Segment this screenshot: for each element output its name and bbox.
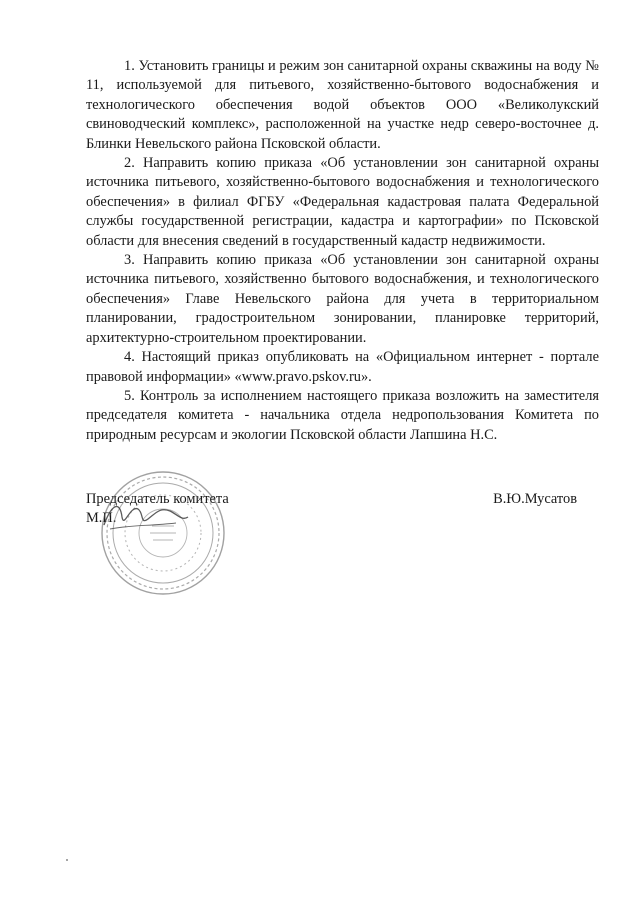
paragraph-3: 3. Направить копию приказа «Об установлении зон санитарной охраны источника питьевого, хозяйственно бытового водоснабжения, и технологического обеспечения» Главе Невельского района для учета в территориальном планировании, градостроительном зонировании, планировке территорий, архитектурно-строительном проектировании. bbox=[86, 252, 599, 346]
scan-speck bbox=[66, 859, 68, 861]
paragraph-5: 5. Контроль за исполнением настоящего приказа возложить на заместителя председателя комитета - начальника отдела недропользования Комитета по природным ресурсам и экологии Псковской области Лапшина Н.С. bbox=[86, 387, 599, 443]
signer-title: Председатель комитета bbox=[86, 491, 229, 507]
handwritten-signature bbox=[100, 495, 190, 535]
paragraph-1: 1. Установить границы и режим зон санитарной охраны скважины на воду № 11, используемой для питьевого, хозяйственно-бытового водоснабжения и технологического обеспечения водой объектов ООО «Великолукский свиноводческий комплекс», расположенной на участке недр северо-восточнее д. Блинки Невельского района Псковской области. bbox=[86, 58, 599, 152]
signer-name: В.Ю.Мусатов bbox=[493, 491, 577, 507]
seal-label: М.П. bbox=[86, 510, 117, 526]
document-body bbox=[86, 57, 599, 445]
paragraph-4: 4. Настоящий приказ опубликовать на «Официальном интернет - портале правовой информации» «www.pravo.pskov.ru». bbox=[86, 349, 599, 385]
paragraph-2: 2. Направить копию приказа «Об установлении зон санитарной охраны источника питьевого, хозяйственно-бытового водоснабжения и технологического обеспечения» в филиал ФГБУ «Федеральная кадастровая палата Федеральной службы государственной регистрации, кадастра и картографии» по Псковской области для внесения сведений в государственный кадастр недвижимости. bbox=[86, 155, 599, 249]
